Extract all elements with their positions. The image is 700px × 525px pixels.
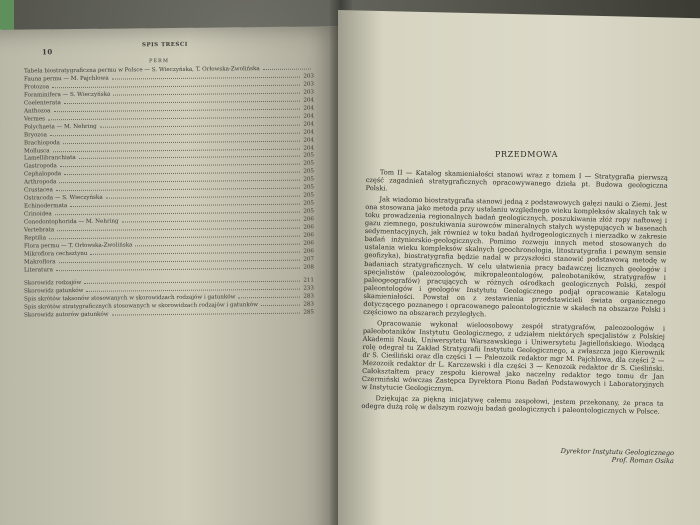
entry-title: Flora permu — T. Orłowska-Zwolińska (24, 242, 133, 250)
index-entry (24, 309, 314, 320)
entry-title: Vertebrata (24, 227, 55, 234)
entry-title: Skorowidz autorów gatunków (24, 311, 109, 319)
dot-leader (64, 172, 300, 175)
entry-page: 205 (303, 200, 314, 207)
dot-leader (63, 140, 300, 143)
entry-title: Crustacea (24, 187, 53, 194)
dot-leader (55, 212, 301, 216)
left-page (0, 26, 346, 525)
dot-leader (52, 85, 300, 89)
preface-paragraph: Dziękując za piękną inicjatywę całemu zespołowi, jestem przekonany, że praca ta odegra dużą rolę w dalszym rozwoju badań geologicznych i paleontologicznych w Polsce. (361, 394, 664, 416)
entry-page: 203 (303, 73, 314, 80)
entry-title: Spis skrótów stratygraficznych stosowanych w skorowidzach rodzajów i gatunków (24, 301, 258, 311)
dot-leader (64, 100, 301, 103)
entry-page: 233 (303, 285, 314, 292)
dot-leader (90, 252, 300, 255)
dot-leader (135, 244, 300, 247)
dot-leader (70, 204, 300, 207)
entry-title: Mikroflora cechsztynu (24, 250, 88, 258)
signature (556, 447, 674, 465)
entry-page: 205 (303, 152, 314, 160)
dot-leader (112, 77, 301, 80)
entry-page: 205 (303, 168, 314, 175)
preface-paragraph: Jak wiadomo biostratygrafia stanowi jedną z podstawowych gałęzi nauki o Ziemi. Jest ona stosowana jako metoda przy ustalaniu względnego wieku kompleksów skalnych tak w toku prowadzenia regionalnych badań geologicznych, poszukiwania złóż ropy naftowej i gazu ziemnego, poszukiwania surowców mineralnych stałych występujących w basenach sedymentacyjnych, jak również w toku badań hydrogeologicznych i nierzadko w zakresie badań inżynierskio-geologicznych. Pomimo rozwoju innych metod stosowanych do ustalania wieku kompleksów skalnych (geochronologia, litostratygrafia i pewnym sensie geofizyka), biostratygrafia będzie nadal w przyszłości stanowić podstawową metodę w badaniach stratygraficznych. W celu ułatwienia pracy badawczej licznych geologów i specjalistów (paleozoologów, mikropaleontologów, paleobotaników, stratygrafów i paleogeografów) pracujących w różnych ośrodkach geologicznych Polski, zespół paleontologów i geologów Instytutu Geologicznego podjął opracowanie Katalogu skamieniałości. Powstał on z zestawienia przedstawicieli świata organicznego dotyczącego poznanego i opracowanego paleontologicznie w skałach na obszarze Polski i częściowo na obszarach przyległych. (363, 195, 668, 319)
entry-title: Polychaeta — M. Nehring (24, 123, 97, 131)
entry-page: 206 (303, 248, 314, 255)
entry-page: 211 (303, 277, 314, 284)
entry-page: 207 (303, 256, 314, 263)
dot-leader (56, 267, 300, 271)
entry-title: Crinoidea (24, 211, 52, 218)
entry-page: 205 (303, 184, 314, 191)
index-list (24, 277, 314, 320)
dot-leader (56, 188, 301, 192)
entry-title: Skorowidz gatunków (24, 287, 84, 295)
entry-page: 283 (303, 293, 314, 300)
entry-page: 208 (303, 264, 314, 271)
entry-page: 206 (303, 232, 314, 239)
entry-page: 204 (303, 137, 314, 144)
dot-leader (100, 124, 301, 127)
dot-leader (54, 108, 301, 112)
dot-leader (106, 196, 301, 199)
preface-text (361, 168, 668, 419)
dot-leader (53, 148, 301, 152)
entry-title: Fauna permu — M. Pajchlowa (24, 75, 109, 83)
section-title: PERM (149, 58, 169, 65)
entry-title: Foraminifera — S. Wieczyńska (24, 91, 111, 99)
entry-page: 204 (303, 121, 314, 128)
entry-page: 205 (303, 208, 314, 215)
dot-leader (261, 304, 300, 305)
entry-title: Bryozoa (24, 131, 47, 139)
entry-title: Mollusca (24, 147, 50, 155)
dot-leader (113, 92, 300, 95)
entry-page: 204 (303, 145, 314, 152)
signature-title: Dyrektor Instytutu Geologicznego (560, 446, 675, 458)
entry-page: 204 (303, 129, 314, 136)
entry-page: 285 (303, 309, 314, 316)
entry-title: Ostracoda — S. Wieczyńska (24, 194, 103, 202)
page-number: 10 (42, 47, 53, 57)
entry-page: 203 (303, 89, 314, 96)
signature-name: Prof. Roman Osika (611, 455, 674, 466)
entry-title: Lamellibranchiata (24, 155, 76, 163)
entry-title: Tabela biostratygraficzna permu w Polsce — S. Wieczyńska, T. Orłowska-Zwolińska (24, 66, 260, 75)
dot-leader (263, 69, 311, 71)
entry-title: Skorowidz rodzajów (24, 279, 82, 287)
preface-paragraph: Tom II — Katalog skamieniałości stanowi wraz z tomem I — Stratygrafia pierwszą część zagadnień stratygraficznych opracowywanego dzieła pt. Budowa geologiczna Polski. (365, 168, 668, 193)
entry-page: 283 (303, 301, 314, 308)
entry-page: 204 (303, 105, 314, 112)
dot-leader (60, 164, 300, 168)
dot-leader (57, 228, 300, 232)
dot-leader (122, 220, 301, 223)
entry-title: Protozoa (24, 84, 50, 91)
entry-page: 206 (303, 224, 314, 231)
dot-leader (112, 312, 301, 315)
dot-leader (86, 288, 300, 291)
entry-page: 205 (303, 160, 314, 168)
dot-leader (59, 180, 300, 184)
entry-title: Cephalopoda (24, 171, 62, 178)
entry-page: 205 (303, 192, 314, 199)
entry-page: 204 (303, 113, 314, 120)
dot-leader (50, 132, 300, 136)
dot-leader (48, 116, 300, 120)
entry-title: Makroflora (24, 259, 56, 266)
entry-title: Spis skrótów taksonów stosowanych w skorowidzach rodzajów i gatunków (24, 294, 236, 303)
entry-page: 205 (303, 176, 314, 183)
dot-leader (79, 156, 301, 159)
table-of-contents (24, 40, 314, 320)
entry-title: Anthozoa (24, 108, 51, 115)
entry-title: Conodontophorida — M. Nehring (24, 218, 119, 226)
entry-page: 204 (303, 97, 314, 104)
entry-title: Literatura (24, 267, 53, 274)
entry-title: Arthropoda (24, 179, 57, 186)
preface-heading: PRZEDMOWA (495, 150, 558, 159)
dot-leader (238, 296, 300, 298)
entry-title: Reptilia (24, 235, 47, 242)
entry-page: 206 (303, 240, 314, 247)
dot-leader (84, 280, 300, 283)
toc-list (24, 65, 314, 275)
entry-page: 206 (303, 216, 314, 223)
running-title: SPIS TREŚCI (142, 41, 188, 49)
entry-title: Gastropoda (24, 163, 57, 170)
preface-paragraph: Opracowanie wykonał wieloosobowy zespół stratygrafów, paleozoologów i paleobotaników Instytutu Geologicznego, z udziałem niektórych specjalistów z Polskiej Akademii Nauk, Uniwersytetu Warszawskiego i Uniwersytetu Jagiellońskiego. Wiodącą rolę odegrał tu Zakład Stratygrafii Instytutu Geologicznego, a zwłaszcza jego Kierownik dr S. Cieśliński oraz dla części 1 — Paleozoik redaktor mgr M. Pajchlowa, dla części 2 — Mezozoik redaktor dr L. Karczewski i dla części 3 — Kenozoik redaktor dr S. Cieśliński. Całokształtem pracy zespołu kierował jako naczelny redaktor tego tomu dr Jan Czermiński wówczas Zastępca Dyrektora Pionu Badań Podstawowych i Laboratoryjnych w Instytucie Geologicznym. (361, 319, 666, 393)
entry-title: Echinodermata (24, 203, 68, 210)
page-header (24, 40, 314, 57)
entry-title: Vermes (24, 116, 45, 123)
dot-leader (49, 236, 300, 240)
dot-leader (59, 260, 301, 264)
entry-title: Brachiopoda (24, 139, 60, 147)
entry-page: 203 (303, 81, 314, 88)
entry-title: Coelenterata (24, 99, 61, 107)
